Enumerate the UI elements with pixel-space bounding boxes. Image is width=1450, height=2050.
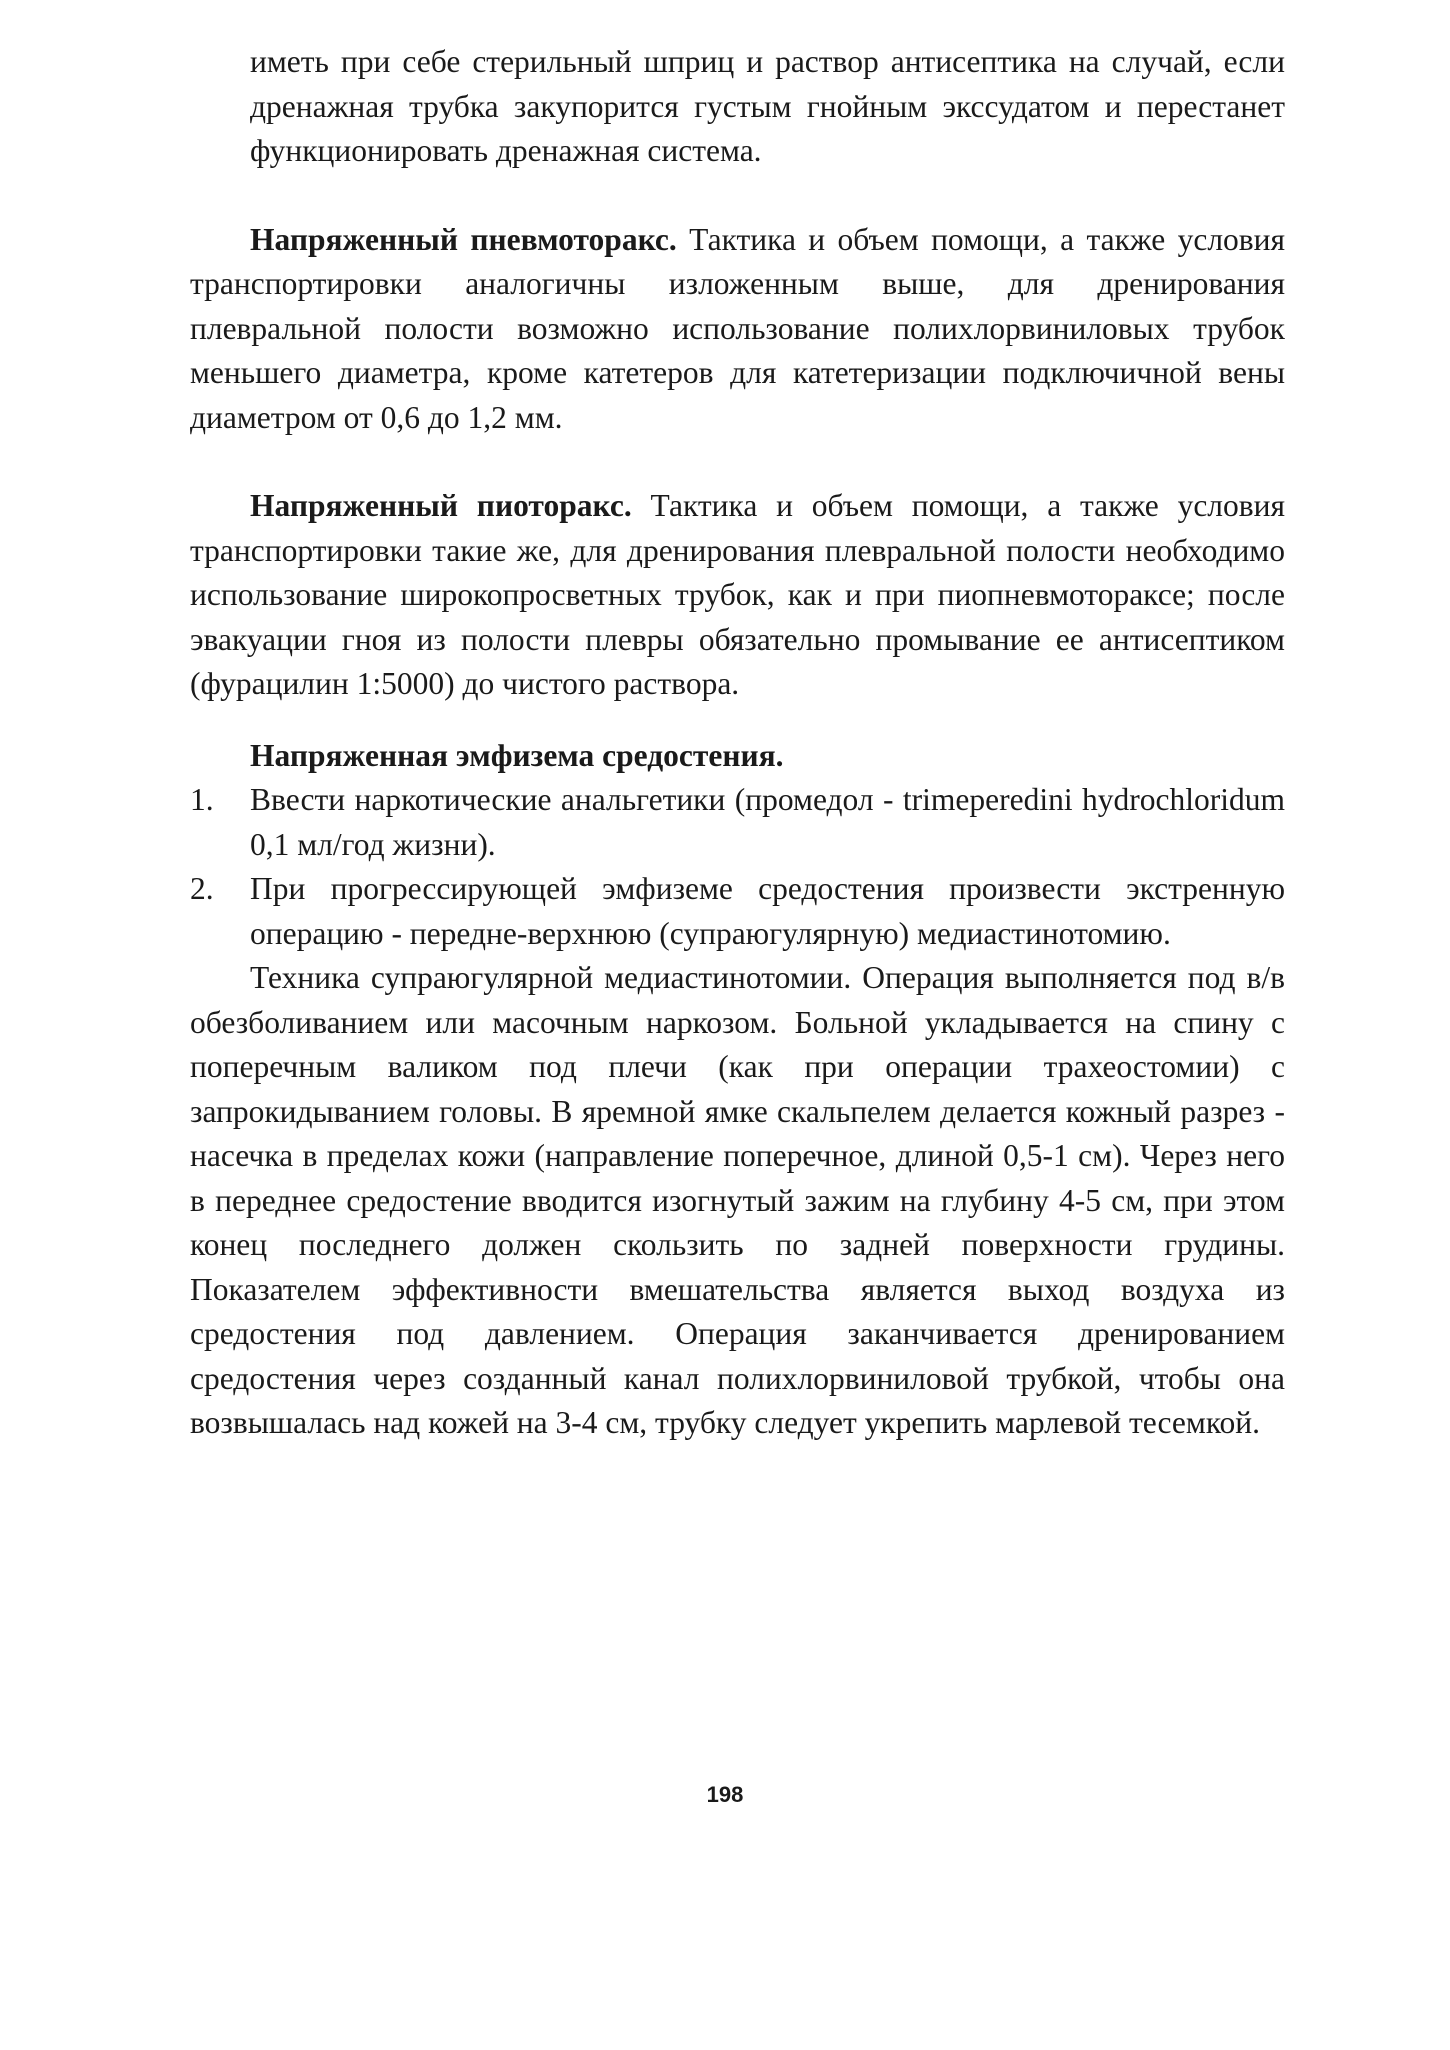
pyothorax-paragraph — [190, 484, 1285, 707]
list-item-text: Ввести наркотические анальгетики (промедол - trimeperedini hydrochloridum 0,1 мл/год жизни). — [250, 782, 1285, 862]
pyothorax-heading: Напряженный пиоторакс. — [250, 488, 632, 523]
emphysema-heading: Напряженная эмфизема средостения. — [250, 737, 784, 773]
pneumothorax-heading: Напряженный пневмоторакс. — [250, 221, 677, 257]
pneumothorax-text: Тактика и объем помощи, а также условия транспортировки аналогичны изложенным выше, для дренирования плевральной полости возможно использование полихлорвиниловых трубок меньшего диаметра, кроме катетеров для катетеризации подключичной вены диаметром от 0,6 до 1,2 мм. — [190, 221, 1286, 435]
page-number: 198 — [706, 1782, 744, 1807]
list-item-number: 1. — [190, 782, 214, 817]
list-item-text: При прогрессирующей эмфиземе средостения произвести экстренную операцию - передне-верхнюю (супраюгулярную) медиастинотомию. — [250, 871, 1285, 951]
technique-paragraph: Техника супраюгулярной медиастинотомии. Операция выполняется под в/в обезболиванием или масочным наркозом. Больной укладывается на спину с поперечным валиком под плечи (как при операции трахеостомии) с запрокидыванием головы. В яремной ямке скальпелем делается кожный разрез - насечка в пределах кожи (направление поперечное, длиной 0,5-1 см). Через него в переднее средостение вводится изогнутый зажим на глубину 4-5 см, при этом конец последнего должен скользить по задней поверхности грудины. Показателем эффективности вмешательства является выход воздуха из средостения под давлением. Операция заканчивается дренированием средостения через созданный канал полихлорвиниловой трубкой, чтобы она возвышалась над кожей на 3-4 см, трубку следует укрепить марлевой тесемкой. — [190, 960, 1285, 1440]
pneumothorax-paragraph — [190, 218, 1285, 441]
continued-paragraph: иметь при себе стерильный шприц и раствор антисептика на случай, если дренажная трубка закупорится густым гнойным экссудатом и перестанет функционировать дренажная система. — [250, 44, 1285, 168]
pyothorax-text: Тактика и объем помощи, а также условия транспортировки такие же, для дренирования плевральной полости необходимо использование широкопросветных трубок, как и при пиопневмотораксе; после эвакуации гноя из полости плевры обязательно промывание ее антисептиком (фурацилин 1:5000) до чистого раствора. — [190, 488, 1285, 701]
list-item-number: 2. — [190, 871, 214, 906]
emphysema-steps-list — [190, 778, 1285, 956]
list-item — [190, 778, 1285, 867]
list-item — [190, 867, 1285, 956]
page-content — [190, 40, 1285, 1446]
